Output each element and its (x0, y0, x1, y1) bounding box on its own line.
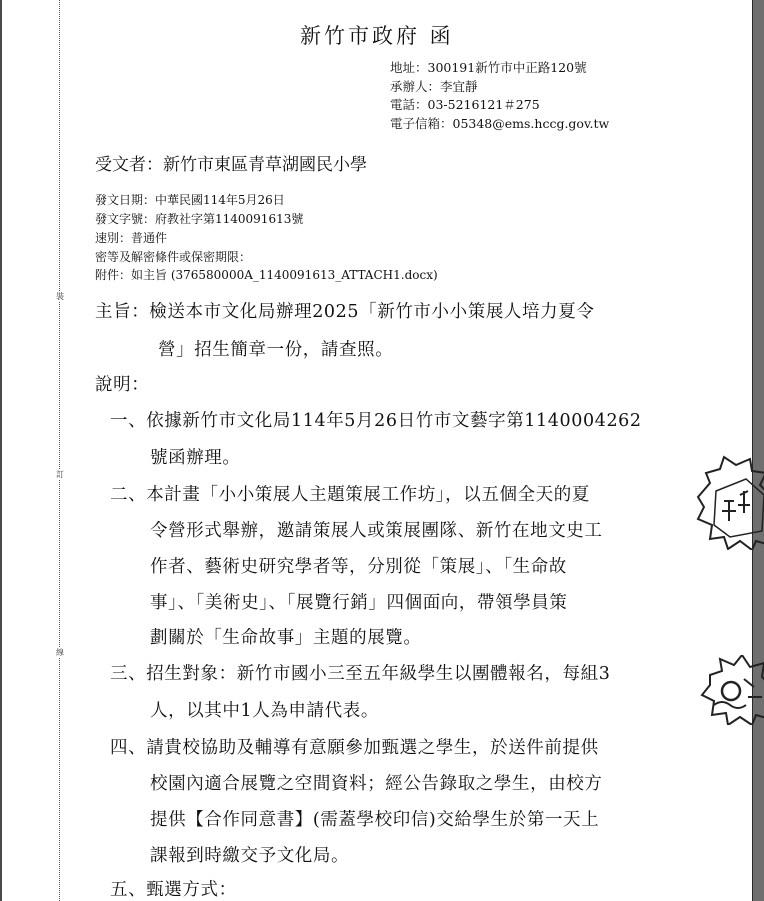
binding-mark-ding: 訂 (56, 470, 64, 479)
binding-mark-zhuang: 裝 (56, 292, 64, 301)
item-1-line-1: 一、依據新竹市文化局114年5月26日竹市文藝字第1140004262 (110, 411, 642, 431)
item-4-line-3: 提供【合作同意書】(需蓋學校印信)交給學生於第一天上 (150, 810, 600, 830)
window-left-border (0, 0, 2, 901)
meta-doc-number: 發文字號：府教社字第1140091613號 (95, 212, 304, 226)
scrollbar-track[interactable] (753, 0, 764, 901)
item-4-line-2: 校園內適合展覽之空間資料；經公告錄取之學生，由校方 (150, 774, 603, 794)
item-2-line-1: 二、本計畫「小小策展人主題策展工作坊」，以五個全天的夏 (110, 485, 590, 505)
item-3-line-1: 三、招生對象：新竹市國小三至五年級學生以團體報名，每組3 (110, 664, 611, 684)
electronic-exchange-stamp (690, 455, 764, 550)
item-2-line-2: 令營形式舉辦，邀請策展人或策展團隊、新竹在地文史工 (150, 521, 603, 541)
binding-mark-xian: 線 (56, 648, 64, 657)
official-seal-stamp (700, 655, 764, 725)
contact-address: 地址：300191新竹市中正路120號 (390, 60, 587, 75)
item-2-line-3: 作者、藝術史研究學者等，分別從「策展」、「生命故 (150, 557, 567, 577)
item-2-line-4: 事」、「美術史」、「展覽行銷」四個面向，帶領學員策 (150, 593, 568, 613)
contact-phone: 電話：03-5216121＃275 (390, 97, 540, 112)
item-1-line-2: 號函辦理。 (150, 448, 241, 468)
item-3-line-2: 人，以其中1人為申請代表。 (150, 701, 379, 721)
item-4-line-1: 四、請貴校協助及輔導有意願參加甄選之學生，於送件前提供 (110, 738, 599, 758)
subject-line-2: 營」招生簡章一份，請查照。 (158, 340, 394, 360)
contact-email[interactable]: 電子信箱：05348@ems.hccg.gov.tw (390, 116, 610, 131)
binding-dotted-line (59, 0, 60, 901)
meta-date: 發文日期：中華民國114年5月26日 (95, 193, 285, 207)
meta-speed: 速別：普通件 (95, 231, 168, 245)
recipient: 受文者：新竹市東區青草湖國民小學 (95, 155, 367, 175)
item-5-line-1: 五、甄選方式： (110, 880, 237, 900)
subject-line-1: 主旨：檢送本市文化局辦理2025「新竹市小小策展人培力夏令 (95, 302, 595, 322)
explanation-label: 說明： (95, 375, 150, 395)
contact-handler: 承辦人：李宜靜 (390, 79, 478, 94)
meta-attachment[interactable]: 附件：如主旨 (376580000A_1140091613_ATTACH1.docx) (95, 268, 438, 282)
item-2-line-5: 劃關於「生命故事」主題的展覽。 (150, 628, 422, 648)
meta-secrecy: 密等及解密條件或保密期限： (95, 250, 252, 264)
document-title: 新竹市政府 函 (300, 24, 454, 48)
item-4-line-4: 課報到時繳交予文化局。 (150, 846, 350, 866)
